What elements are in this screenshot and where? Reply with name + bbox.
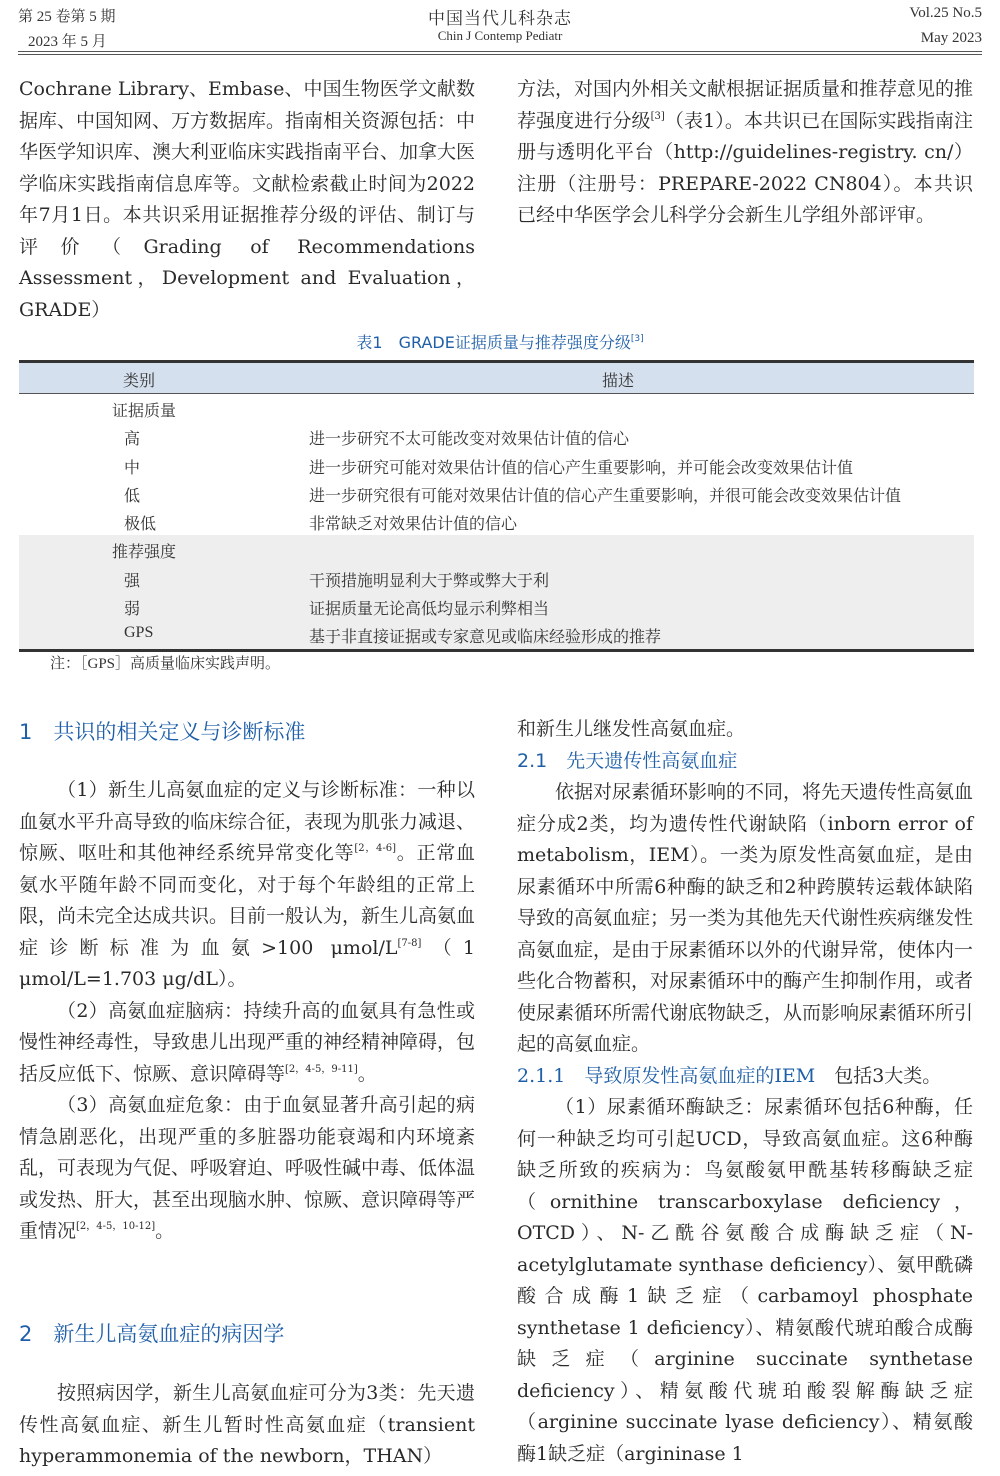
text: （2）高氨血症脑病：持续升高的血氨具有急性或慢性神经毒性，导致患儿出现严重的神经精神障碍，包括反应低下、惊厥、意识障碍等 (19, 999, 476, 1085)
paragraph-continued: 和新生儿继发性高氨血症。 (517, 718, 746, 740)
row-description: 基于非直接证据或专家意见或临床经验形成的推荐 (309, 629, 662, 647)
table-row (19, 451, 974, 479)
subsection-2-1-1 (517, 1061, 973, 1093)
row-level: 中 (124, 459, 141, 477)
row-description: 进一步研究可能对效果估计值的信心产生重要影响，并可能会改变效果估计值 (309, 459, 854, 477)
table-caption (0, 330, 1000, 353)
row-level: 弱 (124, 601, 141, 619)
citation: [2，4-5，10-12] (76, 1221, 156, 1232)
table-row (19, 620, 974, 648)
table-row (19, 394, 974, 422)
table-row (19, 535, 974, 563)
row-description: 干预措施明显利大于弊或弊大于利 (309, 572, 550, 590)
subsection-2-1-1-heading: 2.1.1 导致原发性高氨血症的IEM (517, 1064, 816, 1087)
journal-title: 中国当代儿科杂志 (428, 9, 572, 28)
citation: [3] (650, 110, 665, 122)
running-header (0, 0, 1000, 56)
paragraph (19, 1090, 475, 1248)
paragraph: 依据对尿素循环影响的不同，将先天遗传性高氨血症分成2类，均为遗传性代谢缺陷（inborn error of metabolism，IEM）。一类为原发性高氨血症，是由尿素循环中所需6种酶的缺乏和2种跨膜转运载体缺陷导致的高氨血症；另一类为其他先天代谢性疾病继发性高氨血症，是由于尿素循环以外的代谢异常，使体内一些化合物蓄积，对尿素循环中的酶产生抑制作用，或者使尿素循环所需代谢底物缺乏，从而影响尿素循环所引起的高氨血症。 (517, 781, 974, 1055)
column-header-description: 描述 (602, 373, 635, 390)
subsection-2-1-heading: 2.1 先天遗传性高氨血症 (517, 749, 738, 772)
text: 。 (155, 1220, 175, 1242)
section-2-right-column (517, 714, 973, 1470)
volume-issue-en: Vol.25 No.5 (909, 5, 982, 21)
intro-left-paragraph: Cochrane Library、Embase、中国生物医学文献数据库、中国知网、万方数据库。指南相关资源包括：中华医学知识库、澳大利亚临床实践指南平台、加拿大医学临床实践指南信息库等。文献检索截止时间为2022年7月1日。本共识采用证据推荐分级的评估、制订与评价（Grading of Recommendations Assessment，Development and Evaluation，GRADE） (19, 78, 476, 321)
header-rule-double (18, 54, 982, 55)
citation: [2，4-5，9-11] (285, 1063, 358, 1075)
paragraph (19, 775, 475, 996)
row-description: 进一步研究很有可能对效果估计值的信心产生重要影响，并很可能会改变效果估计值 (309, 487, 902, 505)
section-1-heading: 1 共识的相关定义与诊断标准 (19, 720, 306, 744)
intro-left-column (19, 74, 475, 326)
row-description: 进一步研究不太可能改变对效果估计值的信心 (309, 431, 630, 449)
section-1-body (19, 775, 475, 1248)
text: 包括3大类。 (815, 1064, 942, 1087)
table-row (19, 507, 974, 535)
row-description: 证据质量无论高低均显示利弊相当 (309, 601, 550, 619)
grade-table (19, 360, 974, 652)
text: 。 (357, 1062, 377, 1085)
table-row (19, 564, 974, 592)
paragraph: 按照病因学，新生儿高氨血症可分为3类：先天遗传性高氨血症、新生儿暂时性高氨血症（transient hyperammonemia of the newborn，THAN） (19, 1382, 475, 1467)
table-caption-citation: [3] (630, 334, 644, 344)
row-level: 强 (124, 572, 141, 590)
intro-right-text-1: 方法，对国内外相关文献根据证据质量和推荐意见的推荐强度进行分级 (517, 78, 974, 132)
header-rule (18, 51, 982, 52)
issue-date: 2023 年 5 月 (28, 34, 107, 50)
citation: [2，4-6] (354, 843, 397, 854)
intro-right-paragraph (517, 74, 973, 232)
intro-right-column (517, 74, 973, 232)
section-2-body (19, 1378, 475, 1473)
table-row (19, 422, 974, 450)
text: 。正常血氨水平随年龄不同而变化，对于每个年龄组的正常上限，尚未完全达成共识。目前一般认为，新生儿高氨血症诊断标准为血氨>100 μmol/L (19, 842, 476, 959)
volume-issue: 第 25 卷第 5 期 (18, 9, 116, 25)
table-caption-text: 表1 GRADE证据质量与推荐强度分级 (356, 333, 631, 352)
row-level: 极低 (124, 516, 157, 534)
table-note: 注：［GPS］高质量临床实践声明。 (50, 656, 281, 672)
row-description: 非常缺乏对效果估计值的信心 (309, 516, 518, 534)
intro-right-text-2: （表1）。本共识已在国际实践指南注册与透明化平台（http://guidelines-registry. cn/）注册（注册号：PREPARE-2022 CN804）。本共识已经中华医学会儿科学分会新生儿学组外部评审。 (517, 109, 973, 226)
text: （3）高氨血症危象：由于血氨显著升高引起的病情急剧恶化，出现严重的多脏器功能衰竭和内环境紊乱，可表现为气促、呼吸窘迫、呼吸性碱中毒、低体温或发热、肝大，甚至出现脑水肿、惊厥、意识障碍等严重情况 (19, 1094, 476, 1242)
text: （1）新生儿高氨血症的定义与诊断标准：一种以血氨水平升高导致的临床综合征，表现为肌张力减退、惊厥、呕吐和其他神经系统异常变化等 (19, 779, 476, 864)
journal-abbrev: Chin J Contemp Pediatr (437, 28, 563, 43)
issue-date-en: May 2023 (920, 30, 982, 46)
row-category: 证据质量 (112, 403, 177, 420)
table-row (19, 592, 974, 620)
text: （1 μmol/L=1.703 μg/dL）。 (19, 936, 476, 990)
citation: [7-8] (397, 937, 422, 949)
table-header-row (19, 360, 974, 394)
row-level: 高 (124, 431, 141, 449)
row-level: 低 (124, 487, 141, 505)
row-category: 推荐强度 (112, 544, 177, 562)
paragraph: （1）尿素循环酶缺乏：尿素循环包括6种酶，任何一种缺乏均可引起UCD，导致高氨血症。这6种酶缺乏所致的疾病为：鸟氨酸氨甲酰基转移酶缺乏症（ornithine transcarboxylase deficiency，OTCD）、N-乙酰谷氨酸合成酶缺乏症（N-acetylglutamate synthase deficiency）、氨甲酰磷酸合成酶1缺乏症（carbamoyl phosphate synthetase 1 deficiency）、精氨酸代琥珀酸合成酶缺乏症（arginine succinate synthetase deficiency）、精氨酸代琥珀酸裂解酶缺乏症（arginine succinate lyase deficiency）、精氨酸酶1缺乏症（argininase 1 (517, 1096, 973, 1465)
row-level: GPS (124, 624, 154, 642)
column-header-category: 类别 (123, 373, 156, 390)
paragraph (19, 996, 475, 1091)
table-row (19, 479, 974, 507)
section-2-heading: 2 新生儿高氨血症的病因学 (19, 1322, 285, 1346)
